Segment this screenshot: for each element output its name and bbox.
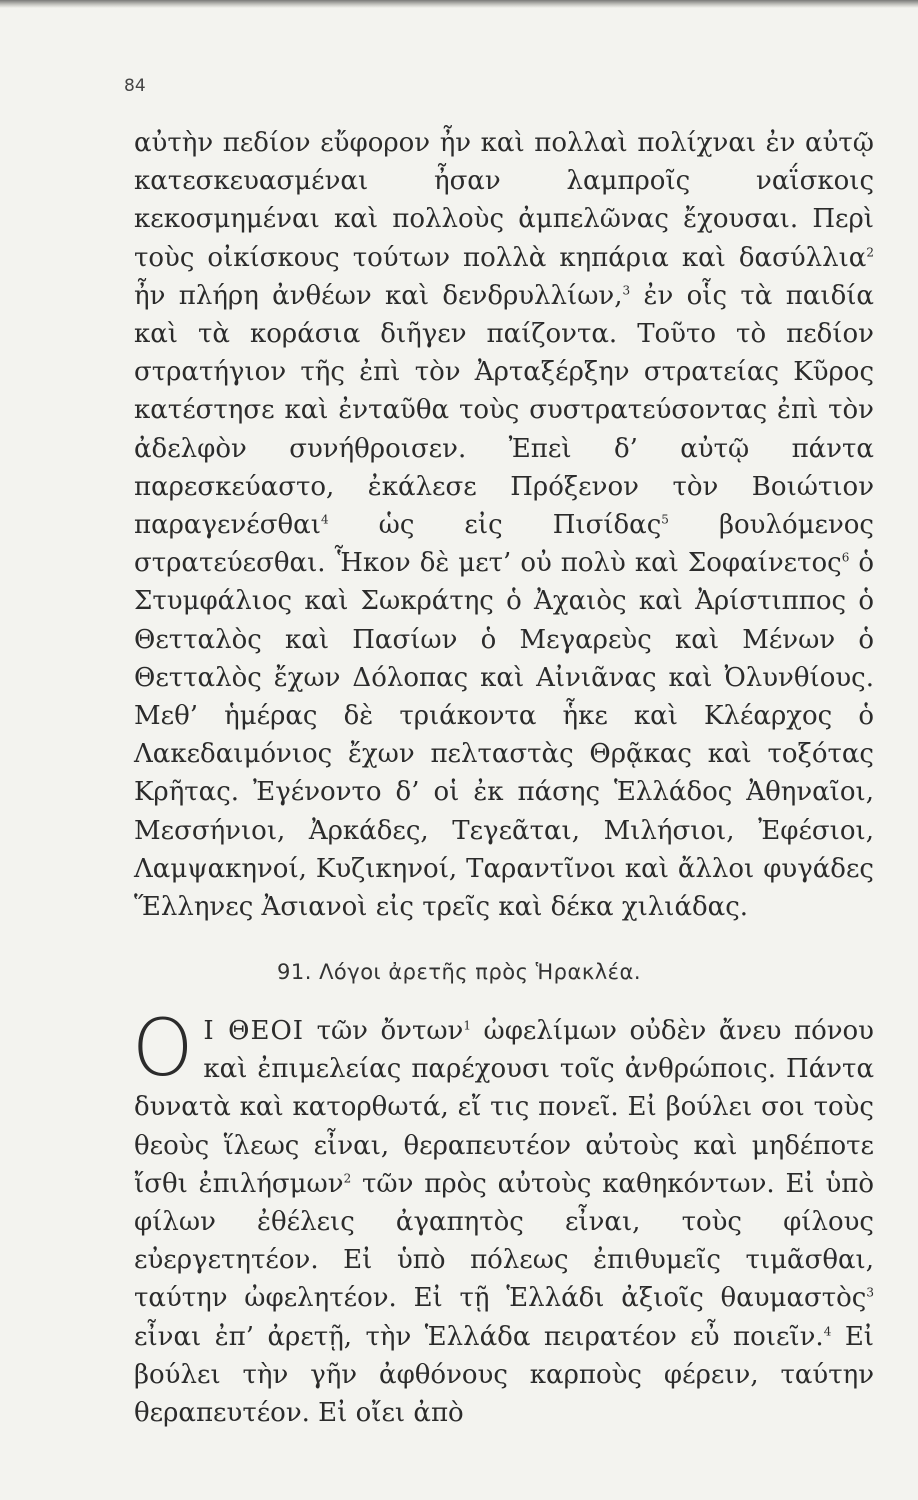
- text-run: βουλόμενος στρατεύεσθαι. Ἧκον δὲ μετ’ οὐ πολὺ καὶ Σοφαίνετος: [134, 510, 874, 579]
- footnote-marker: 6: [841, 550, 850, 565]
- text-run: ἐν οἷς τὰ παιδία καὶ τὰ κοράσια διῆγεν παίζοντα. Τοῦτο τὸ πεδίον στρατήγιον τῆς ἐπὶ τὸν Ἀρταξέρξην στρατείας Κῦρος κατέστησε καὶ ἐνταῦθα τοὺς συστρατεύσοντας ἐπὶ τὸν ἀδελφὸν συνήθροισεν. Ἐπεὶ δ’ αὐτῷ πάντα παρεσκεύαστο, ἐκάλεσε Πρόξενον τὸν Βοιώτιον παραγενέσθαι: [134, 280, 874, 541]
- text-run: ὡς εἰς Πισίδας: [328, 510, 662, 541]
- text-run: εἶναι ἐπ’ ἀρετῇ, τὴν Ἑλλάδα πειρατέον εὖ ποιεῖν.: [134, 1321, 824, 1352]
- drop-cap: Ο: [132, 1004, 194, 1094]
- text-run: ἦν πλήρη ἀνθέων καὶ δενδρυλλίων,: [134, 280, 623, 311]
- footnote-marker: 2: [866, 244, 874, 259]
- section-heading: [0, 960, 918, 984]
- footnote-marker: 2: [343, 1171, 352, 1186]
- lead-caps: Ι ΘΕΟΙ: [203, 1016, 305, 1046]
- section-title: Λόγοι ἀρετῆς πρὸς Ἡρακλέα.: [319, 960, 642, 984]
- footnote-marker: 4: [823, 1323, 832, 1338]
- footnote-marker: 3: [622, 283, 631, 298]
- footnote-marker: 1: [463, 1018, 471, 1033]
- body-paragraph-1: [134, 124, 874, 926]
- footnote-marker: 3: [866, 1285, 874, 1300]
- footnote-marker: 4: [320, 512, 329, 527]
- footnote-marker: 5: [661, 512, 669, 527]
- text-run: ὠφελίμων οὐδὲν ἄνευ πόνου καὶ ἐπιμελείας παρέχουσι τοῖς ἀνθρώποις. Πάντα δυνατὰ καὶ κατορθωτά, εἴ τις πονεῖ. Εἰ βούλει σοι τοὺς θεοὺς ἵλεως εἶναι, θεραπευτέον αὐτοὺς καὶ μηδέποτε ἴσθι ἐπιλήσμων: [134, 1016, 874, 1199]
- body-paragraph-2: [132, 1004, 874, 1432]
- text-run: αὐτὴν πεδίον εὔφορον ἦν καὶ πολλαὶ πολίχναι ἐν αὐτῷ κατεσκευασμέναι ἦσαν λαμπροῖς ναΐσκοις κεκοσμημέναι καὶ πολλοὺς ἀμπελῶνας ἔχουσαι. Περὶ τοὺς οἰκίσκους τούτων πολλὰ κηπάρια καὶ δασύλλια: [134, 128, 874, 273]
- text-run: τῶν ὄντων: [304, 1016, 464, 1046]
- page-number: 84: [124, 76, 146, 96]
- page-edge-shadow: [0, 0, 918, 8]
- section-number: 91.: [276, 960, 312, 984]
- text-run: ὁ Στυμφάλιος καὶ Σωκράτης ὁ Ἀχαιὸς καὶ Ἀρίστιππος ὁ Θετταλὸς καὶ Πασίων ὁ Μεγαρεὺς καὶ Μένων ὁ Θετταλὸς ἔχων Δόλοπας καὶ Αἰνιᾶνας καὶ Ὀλυνθίους. Μεθ’ ἡμέρας δὲ τριάκοντα ἧκε καὶ Κλέαρχος ὁ Λακεδαιμόνιος ἔχων πελταστὰς Θρᾷκας καὶ τοξότας Κρῆτας. Ἐγένοντο δ’ οἱ ἐκ πάσης Ἑλλάδος Ἀθηναῖοι, Μεσσήνιοι, Ἀρκάδες, Τεγεᾶται, Μιλήσιοι, Ἐφέσιοι, Λαμψακηνοί, Κυζικηνοί, Ταραντῖνοι καὶ ἄλλοι φυγάδες Ἕλληνες Ἀσιανοὶ εἰς τρεῖς καὶ δέκα χιλιάδας.: [134, 548, 874, 923]
- text-run: τῶν πρὸς αὐτοὺς καθηκόντων. Εἰ ὑπὸ φίλων ἐθέλεις ἀγαπητὸς εἶναι, τοὺς φίλους εὐεργετητέον. Εἰ ὑπὸ πόλεως ἐπιθυμεῖς τιμᾶσθαι, ταύτην ὠφελητέον. Εἰ τῇ Ἑλλάδι ἀξιοῖς θαυμαστὸς: [134, 1168, 874, 1314]
- text-run: Εἰ βούλει τὴν γῆν ἀφθόνους καρποὺς φέρειν, ταύτην θεραπευτέον. Εἰ οἴει ἀπὸ: [134, 1321, 874, 1429]
